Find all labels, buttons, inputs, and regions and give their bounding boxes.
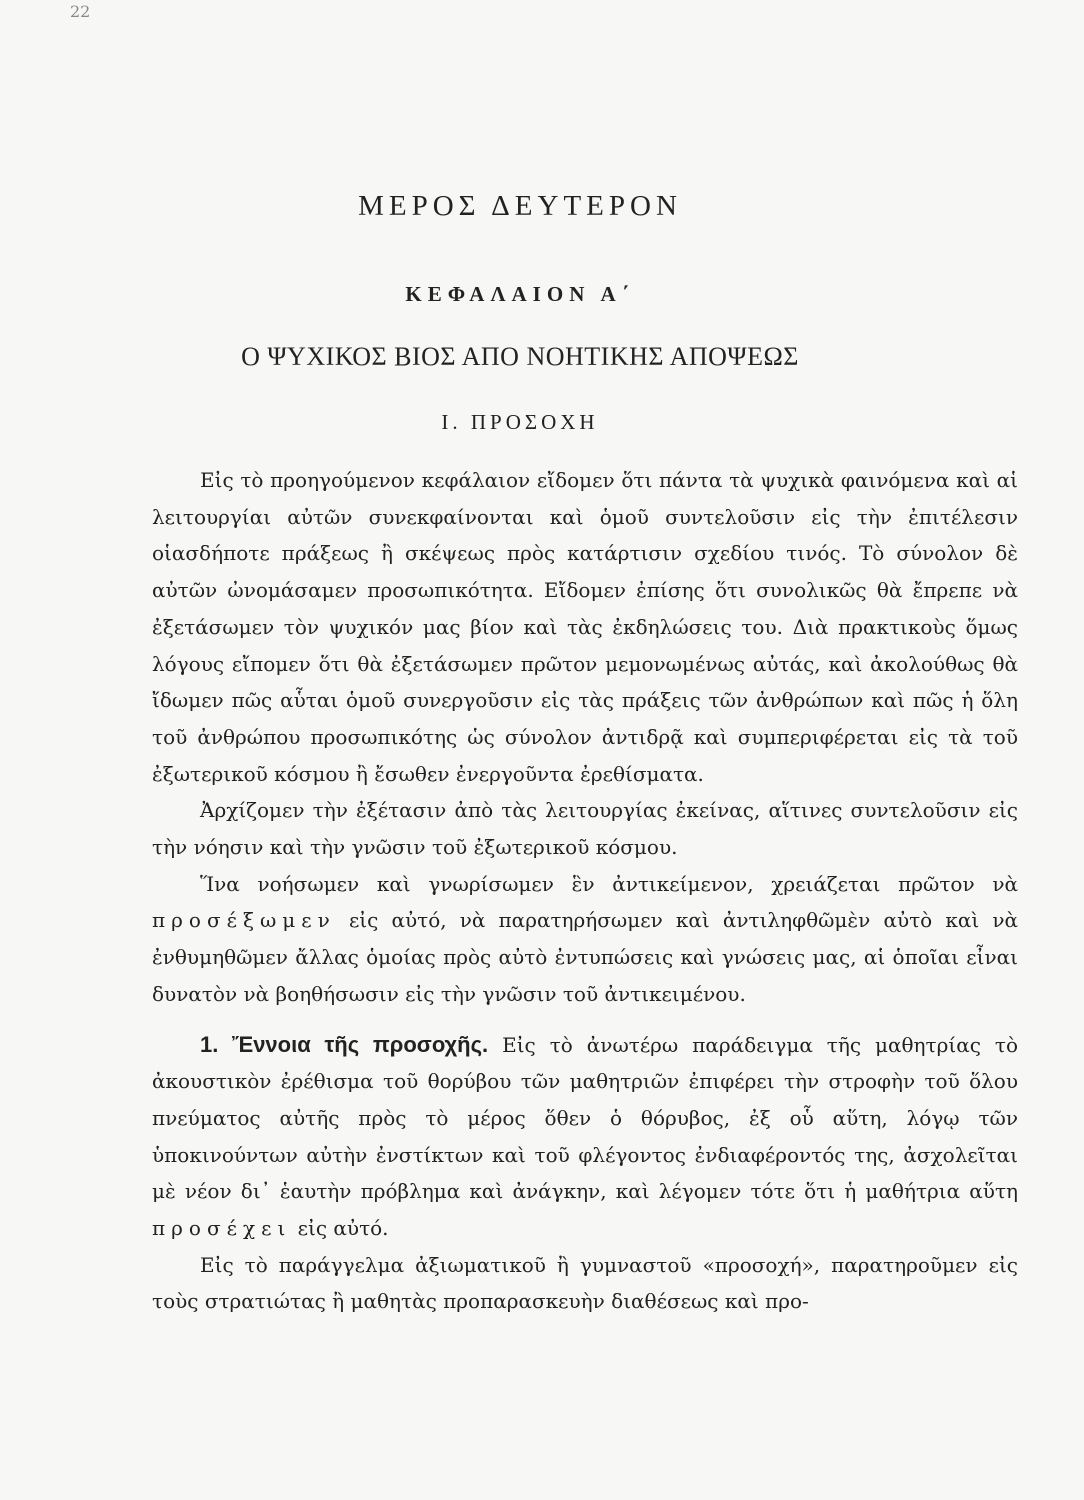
paragraph-1: Εἰς τὸ προηγούμενον κεφάλαιον εἴδομεν ὅτι πάντα τὰ ψυχικὰ φαινόμενα καὶ αἱ λειτουργίαι αὐτῶν συνεκφαίνονται καὶ ὁμοῦ συντελοῦσιν εἰς τὴν ἐπιτέλεσιν οἱασδήποτε πράξεως ἢ σκέψεως πρὸς κατάρτισιν σχεδίου τινός. Τὸ σύνολον δὲ αὐτῶν ὠνομάσαμεν προσωπικότητα. Εἴδομεν ἐπίσης ὅτι συνολικῶς θὰ ἔπρεπε νὰ ἐξετάσωμεν τὸν ψυχικόν μας βίον καὶ τὰς ἐκδηλώσεις του. Διὰ πρακτικοὺς ὅμως λόγους εἴπομεν ὅτι θὰ ἐξετάσωμεν πρῶτον μεμονωμένως αὐτάς, καὶ ἀκολούθως θὰ ἴδωμεν πῶς αὗται ὁμοῦ συνεργοῦσιν εἰς τὰς πράξεις τῶν ἀνθρώπων καὶ πῶς ἡ ὅλη τοῦ ἀνθρώπου προσωπικότης ὡς σύνολον ἀντιδρᾷ καὶ συμπεριφέρεται εἰς τὰ τοῦ ἐξωτερικοῦ κόσμου ἢ ἔσωθεν ἐνεργοῦντα ἐρεθίσματα. <box>152 468 1018 786</box>
paragraph-2: Ἀρχίζομεν τὴν ἐξέτασιν ἀπὸ τὰς λειτουργίας ἐκείνας, αἵτινες συντελοῦσιν εἰς τὴν νόησιν καὶ τὴν γνῶσιν τοῦ ἐξωτερικοῦ κόσμου. <box>152 798 1018 860</box>
emphasis-spaced-text: προσέξωμεν <box>152 908 336 933</box>
subsection-heading: 1. Ἔννοια τῆς προσοχῆς. <box>200 1031 489 1057</box>
section-title: Ι. ΠΡΟΣΟΧΗ <box>441 410 599 434</box>
page-number: 22 <box>70 2 91 21</box>
paragraph-4-end: εἰς αὐτό. <box>291 1216 389 1241</box>
paragraph-4 <box>152 1027 1018 1247</box>
emphasis-spaced-text: προσέχει <box>152 1216 292 1241</box>
paragraph-5: Εἰς τὸ παράγγελμα ἀξιωματικοῦ ἢ γυμναστοῦ «προσοχή», παρατηροῦμεν εἰς τοὺς στρατιώτας ἢ μαθητὰς προπαρασκευὴν διαθέσεως καὶ προ- <box>152 1252 1018 1314</box>
body-text <box>152 462 1018 1320</box>
main-title: Ο ΨΥΧΙΚΟΣ ΒΙΟΣ ΑΠΟ ΝΟΗΤΙΚΗΣ ΑΠΟΨΕΩΣ <box>241 342 799 371</box>
paragraph-4-start: Εἰς τὸ ἀνωτέρω παράδειγμα τῆς μαθητρίας τὸ ἀκουστικὸν ἐρέθισμα τοῦ θορύβου τῶν μαθητριῶν ἐπιφέρει τὴν στροφὴν τοῦ ὅλου πνεύματος αὐτῆς πρὸς τὸ μέρος ὅθεν ὁ θόρυβος, ἐξ οὗ αὕτη, λόγῳ τῶν ὑποκινούντων αὐτὴν ἐνστίκτων καὶ τοῦ φλέγοντος ἐνδιαφέροντός της, ἀσχολεῖται μὲ νέον δι᾽ ἑαυτὴν πρόβλημα καὶ ἀνάγκην, καὶ λέγομεν τότε ὅτι ἡ μαθήτρια αὕτη <box>152 1032 1018 1204</box>
paragraph-3-end: εἰς αὐτό, νὰ παρατηρήσωμεν καὶ ἀντιληφθῶμὲν αὐτὸ καὶ νὰ ἐνθυμηθῶμεν ἄλλας ὁμοίας πρὸς αὐτὸ ἐντυπώσεις καὶ γνώσεις μας, αἱ ὁποῖαι εἶναι δυνατὸν νὰ βοηθήσωσιν εἰς τὴν γνῶσιν τοῦ ἀντικειμένου. <box>152 908 1018 1006</box>
paragraph-3-start: Ἵνα νοήσωμεν καὶ γνωρίσωμεν ἓν ἀντικείμενον, χρειάζεται πρῶτον νὰ <box>200 871 1018 896</box>
paragraph-3 <box>152 866 1018 1013</box>
part-title: ΜΕΡΟΣ ΔΕΥΤΕΡΟΝ <box>358 190 682 222</box>
chapter-title: ΚΕΦΑΛΑΙΟΝ Α΄ <box>405 282 635 306</box>
